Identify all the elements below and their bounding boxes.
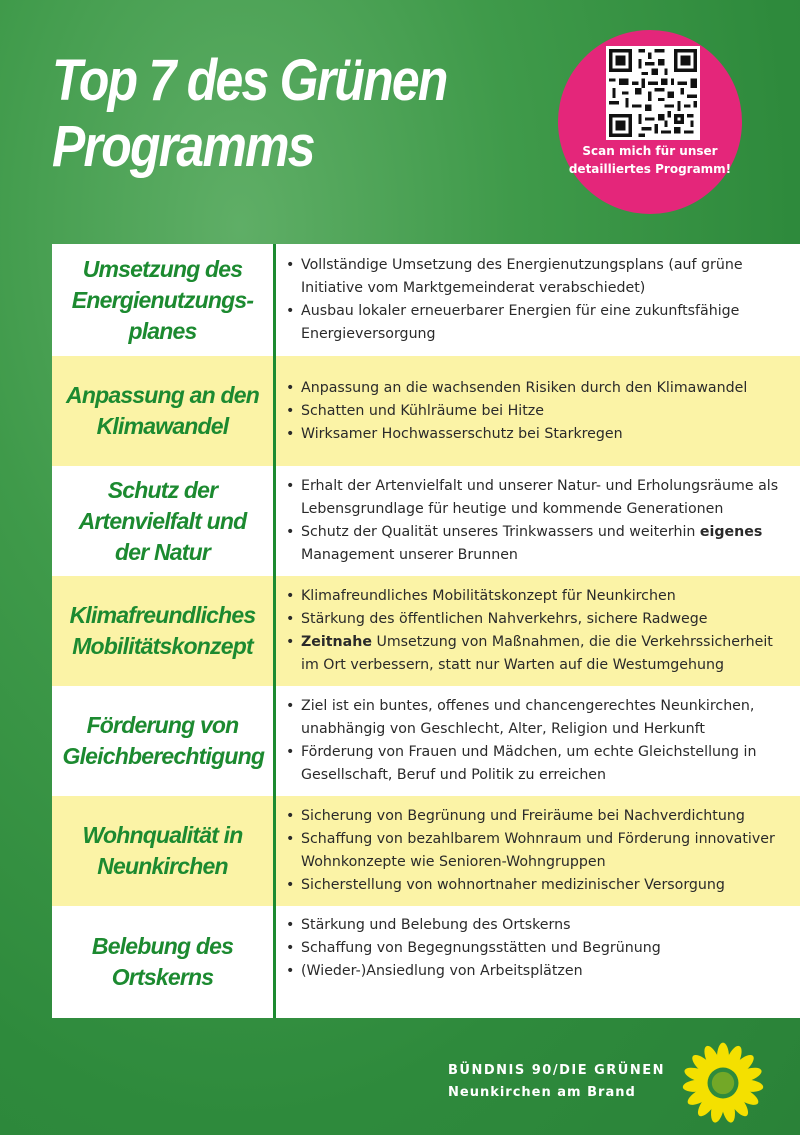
qr-caption-line-1: Scan mich für unser xyxy=(582,144,718,158)
bullet-cell xyxy=(273,244,800,356)
table-row xyxy=(52,686,800,796)
list-item xyxy=(283,521,788,567)
topic-title: Belebung des Ortskerns xyxy=(91,933,234,990)
page-title xyxy=(52,48,568,180)
qr-caption-line-2: detailliertes Programm! xyxy=(568,162,732,176)
list-item: • Anpassung an die wachsenden Risiken durch den Klimawandel xyxy=(283,377,788,400)
list-item: • Förderung von Frauen und Mädchen, um echte Gleichstellung in Gesellschaft, Beruf und Politik zu erreichen xyxy=(283,741,788,787)
table-row xyxy=(52,576,800,686)
table-row xyxy=(52,796,800,906)
bullet-list xyxy=(283,805,788,897)
list-item xyxy=(283,631,788,677)
bullet-list xyxy=(283,475,788,567)
title-line-1: Top 7 des Grünen xyxy=(52,48,447,113)
bullet-list xyxy=(283,695,788,787)
bullet-cell xyxy=(273,356,800,466)
topic-title: Umsetzung des Energienutzungs-planes xyxy=(71,255,254,344)
list-item: • Schaffung von Begegnungsstätten und Begrünung xyxy=(283,937,788,960)
bullet-cell xyxy=(273,466,800,576)
topic-title: Förderung von Gleichberechtigung xyxy=(62,712,265,769)
party-name: BÜNDNIS 90/DIE GRÜNEN xyxy=(448,1063,665,1078)
party-location: Neunkirchen am Brand xyxy=(448,1085,636,1100)
topic-title: Anpassung an den Klimawandel xyxy=(66,382,259,439)
list-item: • (Wieder-)Ansiedlung von Arbeitsplätzen xyxy=(283,960,788,983)
list-item: • Vollständige Umsetzung des Energienutzungsplans (auf grüne Initiative vom Marktgemeinderat verabschiedet) xyxy=(283,254,788,300)
qr-code-icon[interactable] xyxy=(606,46,700,140)
bullet-cell xyxy=(273,576,800,686)
sunflower-logo-icon xyxy=(680,1040,766,1126)
bullet-list xyxy=(283,585,788,677)
bullet-list xyxy=(283,914,788,983)
list-item: • Klimafreundliches Mobilitätskonzept für Neunkirchen xyxy=(283,585,788,608)
topic-title: Schutz der Artenvielfalt und der Natur xyxy=(78,476,247,565)
list-item: • Wirksamer Hochwasserschutz bei Starkregen xyxy=(283,423,788,446)
topic-cell xyxy=(52,686,273,796)
topic-cell xyxy=(52,356,273,466)
bullet-list xyxy=(283,254,788,346)
table-row xyxy=(52,356,800,466)
list-item: • Stärkung und Belebung des Ortskerns xyxy=(283,914,788,937)
bullet-cell xyxy=(273,906,800,1018)
list-item: • Ziel ist ein buntes, offenes und chancengerechtes Neunkirchen, unabhängig von Geschlecht, Alter, Religion und Herkunft xyxy=(283,695,788,741)
program-table xyxy=(52,244,800,1018)
list-item: • Ausbau lokaler erneuerbarer Energien für eine zukunftsfähige Energieversorgung xyxy=(283,300,788,346)
topic-cell xyxy=(52,466,273,576)
list-item: • Stärkung des öffentlichen Nahverkehrs, sichere Radwege xyxy=(283,608,788,631)
list-item: • Erhalt der Artenvielfalt und unserer Natur- und Erholungsräume als Lebensgrundlage für heutige und kommende Generationen xyxy=(283,475,788,521)
bullet-text: Management unserer Brunnen xyxy=(301,547,518,563)
topic-title: Klimafreundliches Mobilitätskonzept xyxy=(69,602,256,659)
table-row xyxy=(52,244,800,356)
topic-cell xyxy=(52,244,273,356)
topic-title: Wohnqualität in Neunkirchen xyxy=(82,822,243,879)
title-line-2: Programms xyxy=(52,114,314,179)
topic-cell xyxy=(52,906,273,1018)
topic-cell xyxy=(52,576,273,686)
list-item: • Schatten und Kühlräume bei Hitze xyxy=(283,400,788,423)
list-item: • Schaffung von bezahlbarem Wohnraum und Förderung innovativer Wohnkonzepte wie Senioren-Wohngruppen xyxy=(283,828,788,874)
table-row xyxy=(52,466,800,576)
bullet-cell xyxy=(273,686,800,796)
table-row xyxy=(52,906,800,1018)
bullet-list xyxy=(283,377,788,446)
topic-cell xyxy=(52,796,273,906)
footer xyxy=(448,1060,665,1104)
bullet-cell xyxy=(273,796,800,906)
qr-badge xyxy=(558,30,742,214)
bullet-text: Umsetzung von Maßnahmen, die die Verkehrssicherheit im Ort verbessern, statt nur Warten auf die Westumgehung xyxy=(301,634,773,673)
list-item: • Sicherstellung von wohnortnaher medizinischer Versorgung xyxy=(283,874,788,897)
bullet-emphasis: Zeitnahe xyxy=(301,634,372,650)
bullet-text: Schutz der Qualität unseres Trinkwassers und weiterhin xyxy=(301,524,700,540)
column-divider xyxy=(273,244,276,1018)
bullet-emphasis: eigenes xyxy=(699,524,763,540)
qr-caption xyxy=(568,142,732,178)
list-item: • Sicherung von Begrünung und Freiräume bei Nachverdichtung xyxy=(283,805,788,828)
